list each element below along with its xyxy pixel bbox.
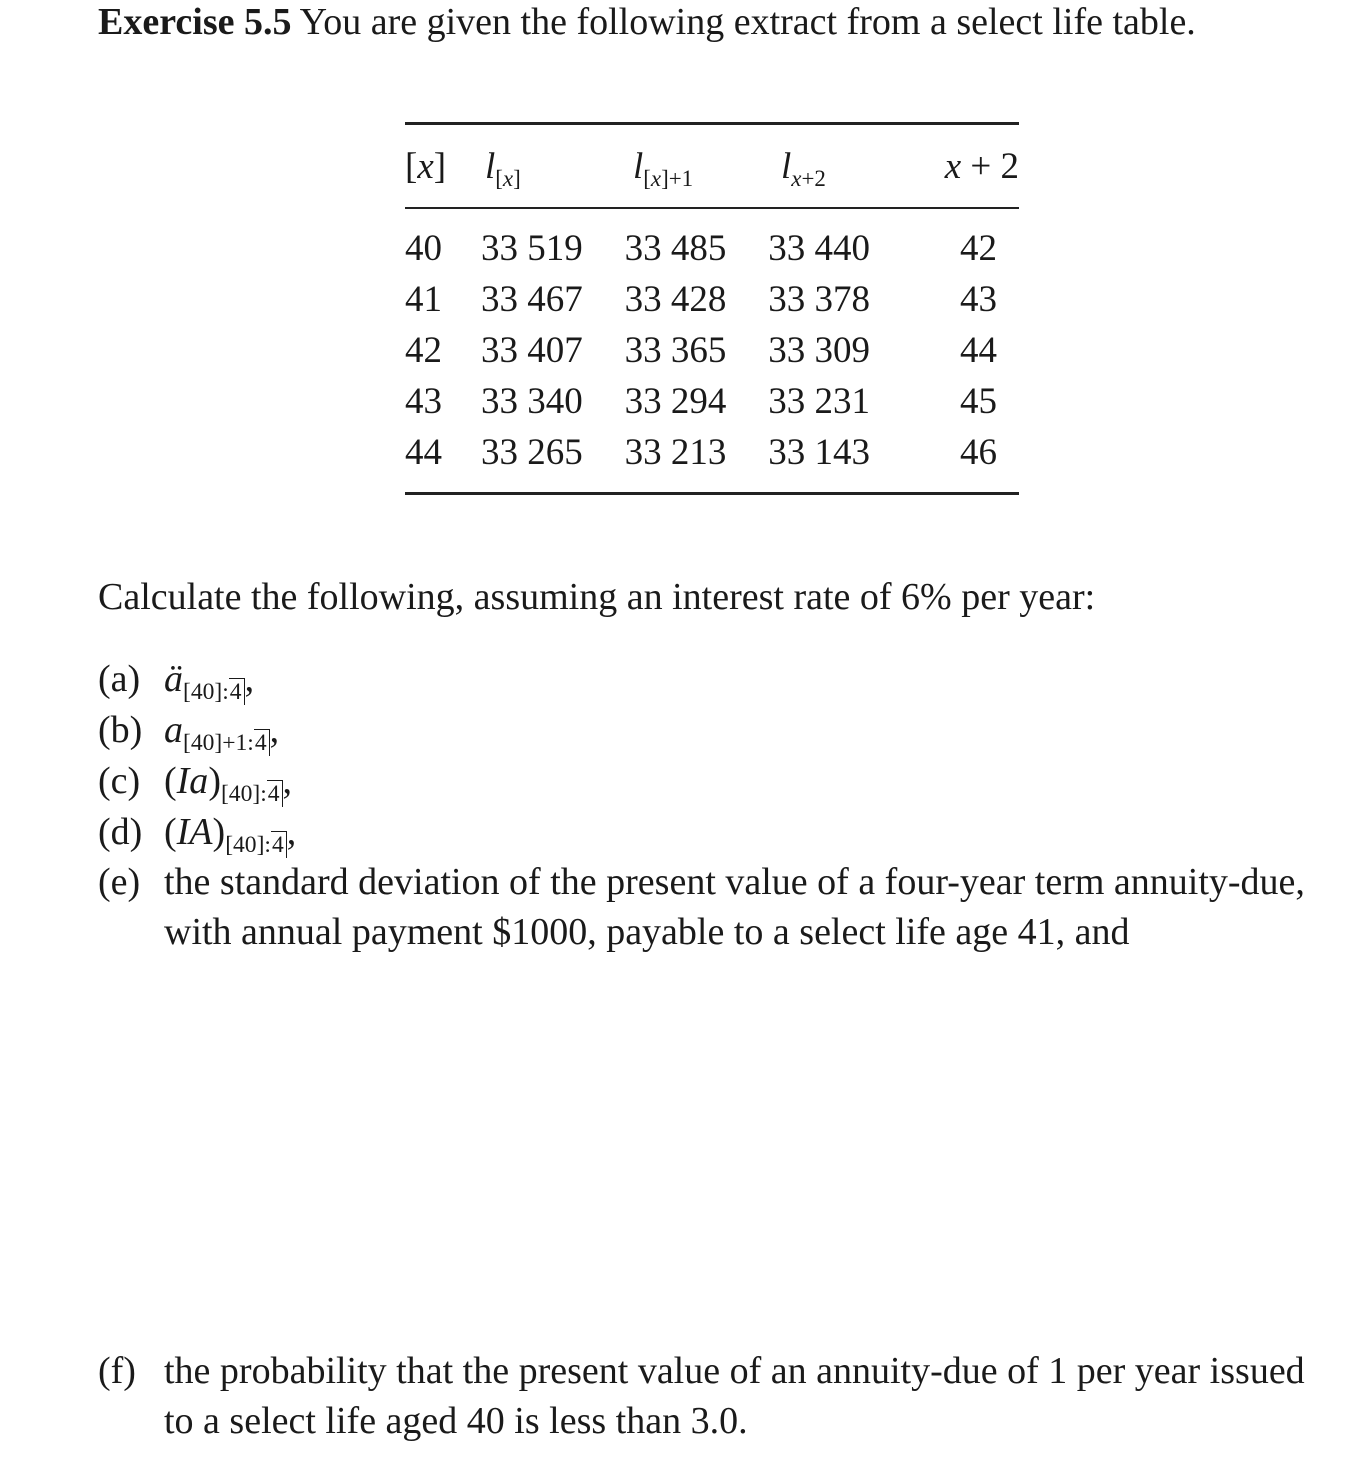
table-row <box>405 376 1019 427</box>
question-f-label: (f) <box>98 1350 136 1392</box>
question-a <box>98 654 254 704</box>
cell-x-plus-2: 46 <box>960 432 997 473</box>
question-e <box>98 857 1334 957</box>
cell-x: 43 <box>405 381 442 422</box>
table-row <box>405 427 1019 492</box>
cell-l-x-plus-2: 33 309 <box>768 330 871 371</box>
select-life-table <box>405 122 1019 495</box>
question-d-label: (d) <box>98 811 143 853</box>
header-x-plus-2: x + 2 <box>944 145 1019 187</box>
cell-x: 44 <box>405 432 442 473</box>
question-e-label: (e) <box>98 861 141 903</box>
cell-l-x-plus-1: 33 428 <box>624 279 727 320</box>
header-x: [x] <box>405 145 447 187</box>
question-d <box>98 807 296 857</box>
question-b-label: (b) <box>98 709 143 751</box>
cell-l-x: 33 340 <box>480 381 583 422</box>
question-a-expr: $ä_{[40]:4}$, <box>164 658 255 706</box>
cell-x: 41 <box>405 279 442 320</box>
question-c <box>98 756 292 806</box>
question-b-expr: $a_{[40]+1:4}$, <box>164 709 280 757</box>
table-row <box>405 274 1019 325</box>
question-e-text: the standard deviation of the present value of a four-year term annuity-due, with annual payment $1000, payable to a select life age 41, and <box>164 861 1305 953</box>
header-l-x-plus-1: $l_{[x]+1}$ <box>633 145 694 191</box>
question-c-expr: $(Ia)_{[40]:4}$, <box>164 760 293 808</box>
table-row <box>405 209 1019 274</box>
cell-l-x-plus-2: 33 440 <box>768 228 871 269</box>
question-f <box>98 1346 1334 1446</box>
question-c-label: (c) <box>98 760 141 802</box>
cell-l-x-plus-1: 33 485 <box>624 228 727 269</box>
cell-l-x-plus-1: 33 213 <box>624 432 727 473</box>
cell-x: 40 <box>405 228 442 269</box>
cell-l-x-plus-1: 33 294 <box>624 381 727 422</box>
cell-x-plus-2: 42 <box>960 228 997 269</box>
calculate-instruction: Calculate the following, assuming an interest rate of 6% per year: <box>98 576 1096 618</box>
cell-l-x-plus-2: 33 143 <box>768 432 871 473</box>
cell-l-x: 33 519 <box>480 228 583 269</box>
cell-x: 42 <box>405 330 442 371</box>
table-bottom-rule <box>405 492 1019 495</box>
header-l-x-plus-2: $l_{x+2}$ <box>781 145 826 191</box>
question-b <box>98 705 279 755</box>
question-a-label: (a) <box>98 658 141 700</box>
cell-x-plus-2: 45 <box>960 381 997 422</box>
question-f-text: the probability that the present value of an annuity-due of 1 per year issued to a select life aged 40 is less than 3.0. <box>164 1350 1305 1442</box>
cell-l-x: 33 467 <box>480 279 583 320</box>
exercise-label: Exercise 5.5 <box>98 1 292 43</box>
table-row <box>405 325 1019 376</box>
cell-x-plus-2: 44 <box>960 330 997 371</box>
cell-l-x-plus-2: 33 378 <box>768 279 871 320</box>
question-d-expr: $(IA)_{[40]:4}$, <box>164 811 297 859</box>
table-header-row <box>405 125 1019 207</box>
cell-l-x: 33 265 <box>480 432 583 473</box>
cell-x-plus-2: 43 <box>960 279 997 320</box>
cell-l-x: 33 407 <box>480 330 583 371</box>
exercise-heading <box>98 0 1196 44</box>
header-l-x: $l_{[x]}$ <box>485 145 521 191</box>
cell-l-x-plus-2: 33 231 <box>768 381 871 422</box>
exercise-intro-text: You are given the following extract from a select life table. <box>299 1 1196 43</box>
cell-l-x-plus-1: 33 365 <box>624 330 727 371</box>
